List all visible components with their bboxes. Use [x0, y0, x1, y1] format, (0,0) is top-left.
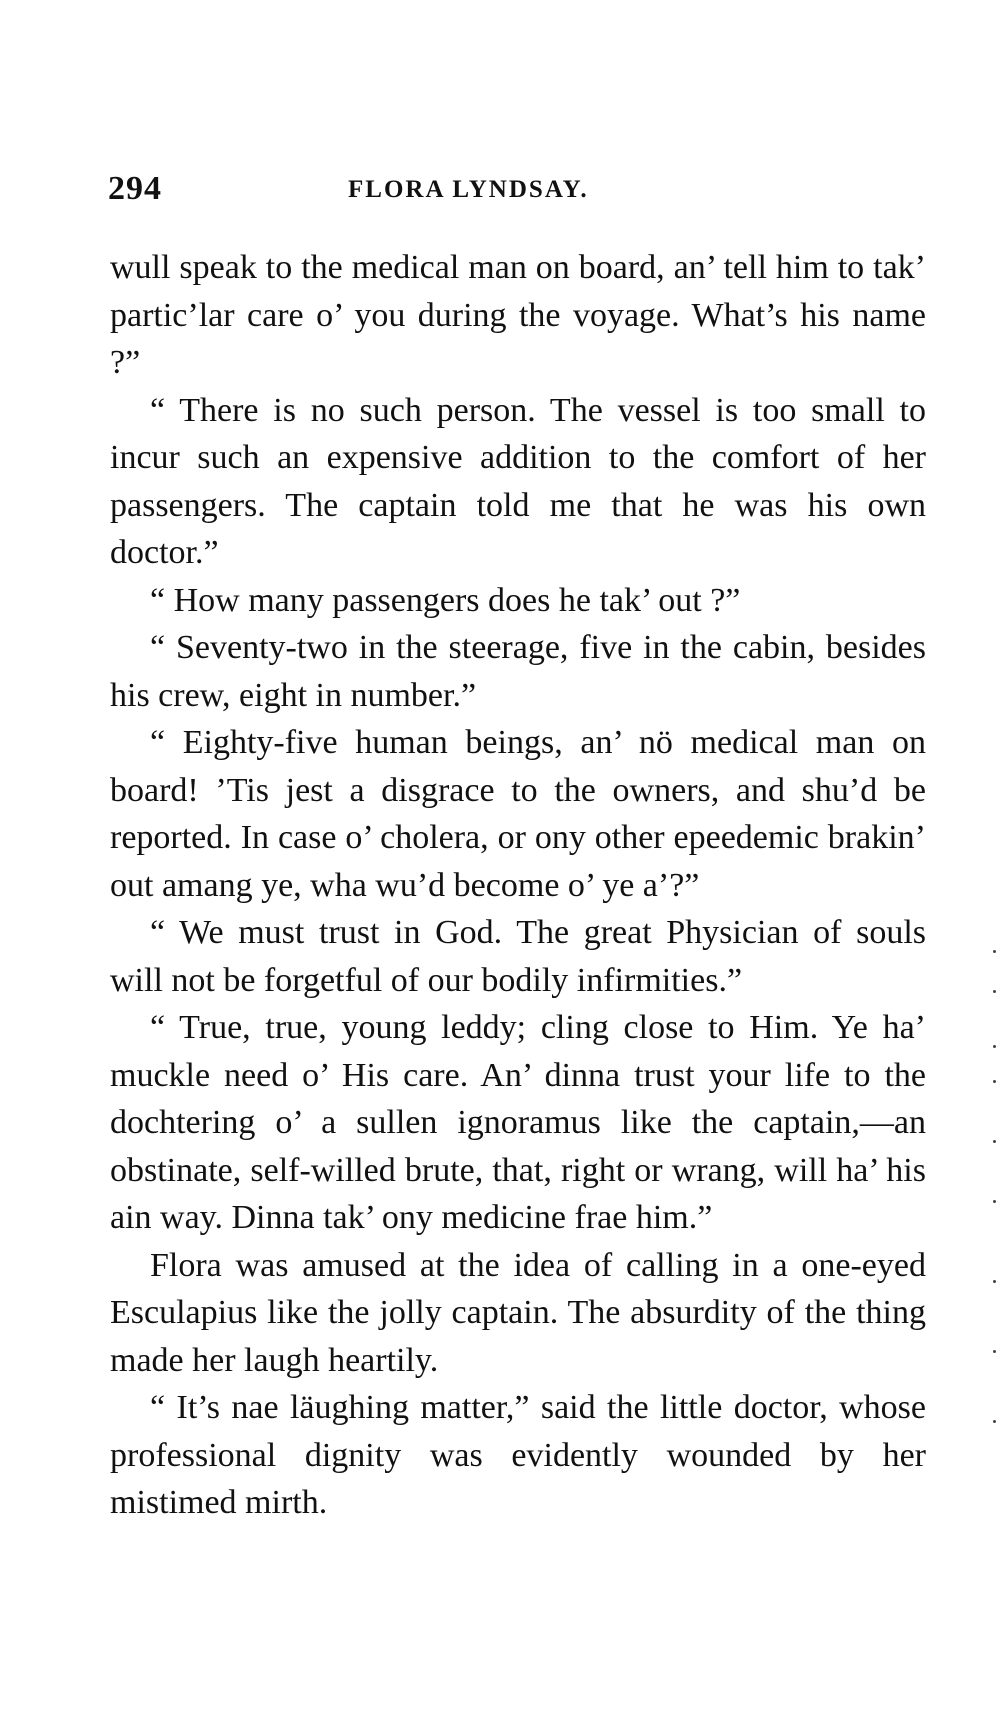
scan-speck — [993, 1045, 996, 1048]
scan-speck — [993, 1140, 996, 1143]
paragraph-8: Flora was amused at the idea of calling in a one-eyed Esculapius like the jolly captain. The absurdity of the thing made her laugh heartily. — [110, 1246, 926, 1379]
body-text — [110, 244, 926, 1527]
book-title: FLORA LYNDSAY. — [348, 176, 589, 203]
paragraph-5: “ Eighty-five human beings, an’ nö medical man on board! ’Tis jest a disgrace to the owners, and shu’d be reported. In case o’ cholera, or ony other epeedemic brakin’ out amang ye, wha wu’d become o’ ye a’?” — [110, 724, 926, 904]
scan-speck — [993, 1080, 996, 1083]
paragraph-4: “ Seventy-two in the steerage, five in the cabin, besides his crew, eight in number.” — [110, 629, 926, 714]
running-head — [108, 170, 928, 214]
paragraph-3: “ How many passengers does he tak’ out ?” — [150, 581, 741, 619]
scan-speck — [993, 1420, 996, 1423]
paragraph-9: “ It’s nae läughing matter,” said the little doctor, whose professional dignity was evidently wounded by her mistimed mirth. — [110, 1389, 926, 1521]
page-number: 294 — [108, 170, 162, 207]
scan-speck — [993, 1350, 996, 1353]
binding-edge-specks — [990, 950, 1000, 1470]
scan-speck — [993, 1280, 996, 1283]
scan-speck — [993, 950, 996, 953]
paragraph-6: “ We must trust in God. The great Physician of souls will not be forgetful of our bodily infirmities.” — [110, 914, 926, 999]
scan-speck — [993, 1200, 996, 1203]
paragraph-2: “ There is no such person. The vessel is too small to incur such an expensive addition to the comfort of her passengers. The captain told me that he was his own doctor.” — [110, 391, 926, 571]
paragraph-7: “ True, true, young leddy; cling close to Him. Ye ha’ muckle need o’ His care. An’ dinna trust your life to the dochtering o’ a sullen ignoramus like the captain,—an obstinate, self-willed brute, that, right or wrang, will ha’ his ain way. Dinna tak’ ony medicine frae him.” — [110, 1009, 926, 1236]
paragraph-1: wull speak to the medical man on board, an’ tell him to tak’ partic’lar care o’ you during the voyage. What’s his name ?” — [110, 249, 926, 381]
scan-speck — [993, 990, 996, 993]
